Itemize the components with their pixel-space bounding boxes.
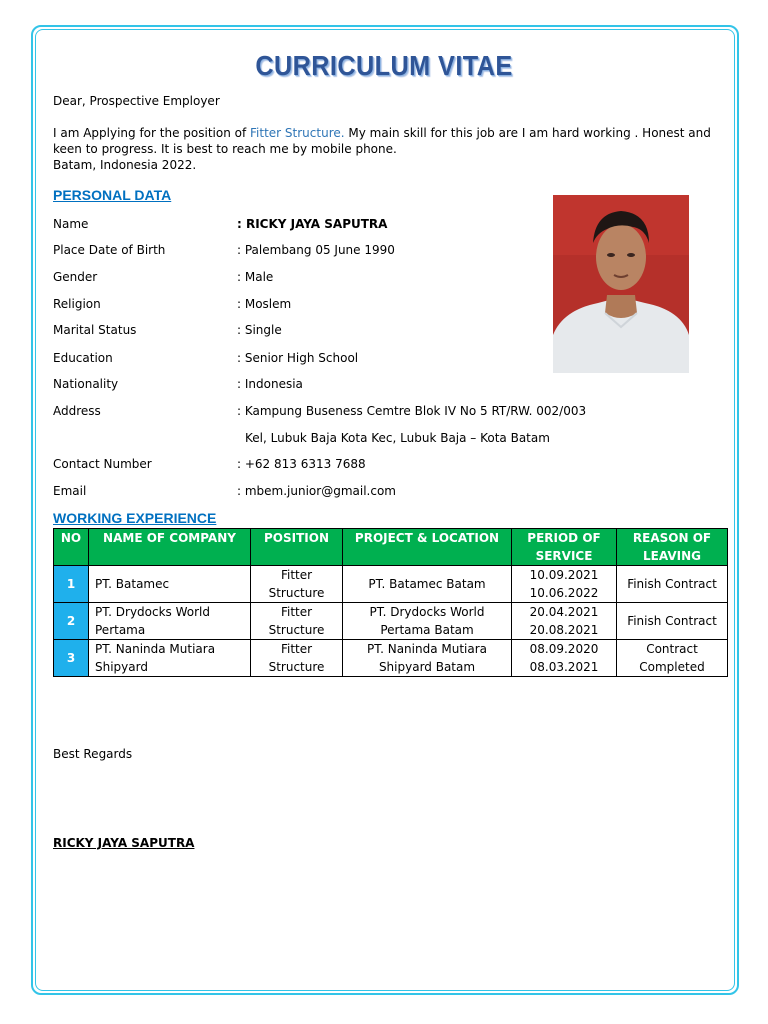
row-position: Fitter Structure <box>251 566 343 603</box>
row-company: PT. Drydocks World Pertama <box>89 603 251 640</box>
row-company: PT. Batamec <box>89 566 251 603</box>
table-header-row <box>54 529 728 566</box>
working-experience-heading: WORKING EXPERIENCE <box>53 510 217 526</box>
header-period: PERIOD OF SERVICE <box>512 529 617 566</box>
personal-data-heading: PERSONAL DATA <box>53 187 172 203</box>
row-no: 2 <box>54 603 89 640</box>
intro-before: I am Applying for the position of <box>53 126 251 140</box>
row-position: Fitter Structure <box>251 603 343 640</box>
closing: Best Regards <box>53 747 133 761</box>
row-period-start: 08.09.2020 <box>529 642 599 656</box>
row-period-start: 20.04.2021 <box>529 605 599 619</box>
row-project: PT. Naninda Mutiara Shipyard Batam <box>343 640 512 677</box>
row-period-end: 08.03.2021 <box>529 660 599 674</box>
field-label-marital: Marital Status <box>53 323 137 337</box>
intro-place-date: Batam, Indonesia 2022. <box>53 158 197 172</box>
row-period-end: 20.08.2021 <box>529 623 599 637</box>
table-row <box>54 566 728 603</box>
field-value-birth: : Palembang 05 June 1990 <box>237 243 395 257</box>
field-value-gender: : Male <box>237 270 274 284</box>
field-label-contact: Contact Number <box>53 457 152 471</box>
row-reason: Contract Completed <box>617 640 728 677</box>
field-value-contact: : +62 813 6313 7688 <box>237 457 366 471</box>
field-value-marital: : Single <box>237 323 282 337</box>
header-reason: REASON OF LEAVING <box>617 529 728 566</box>
row-period <box>512 603 617 640</box>
row-reason: Finish Contract <box>617 566 728 603</box>
field-value-religion: : Moslem <box>237 297 292 311</box>
table-row <box>54 603 728 640</box>
field-value-education: : Senior High School <box>237 351 359 365</box>
table-row <box>54 640 728 677</box>
field-label-nationality: Nationality <box>53 377 119 391</box>
experience-table <box>53 528 728 677</box>
row-period-start: 10.09.2021 <box>529 568 599 582</box>
field-label-birth: Place Date of Birth <box>53 243 166 257</box>
field-value-name: : RICKY JAYA SAPUTRA <box>237 217 388 231</box>
field-value-address-line2: Kel, Lubuk Baja Kota Kec, Lubuk Baja – Kota Batam <box>245 431 550 445</box>
field-value-email: : mbem.junior@gmail.com <box>237 484 396 498</box>
row-reason: Finish Contract <box>617 603 728 640</box>
intro-paragraph <box>53 125 719 173</box>
row-no: 1 <box>54 566 89 603</box>
person-photo-svg <box>553 195 689 373</box>
header-no: NO <box>54 529 89 566</box>
field-label-address: Address <box>53 404 101 418</box>
row-company: PT. Naninda Mutiara Shipyard <box>89 640 251 677</box>
field-label-name: Name <box>53 217 89 231</box>
row-project: PT. Batamec Batam <box>343 566 512 603</box>
intro-after: My main skill for this job are I am hard working . Honest and keen to progress. It is best to reach me by mobile phone. <box>53 126 711 156</box>
row-no: 3 <box>54 640 89 677</box>
field-value-address: : Kampung Buseness Cemtre Blok IV No 5 RT/RW. 002/003 <box>237 404 587 418</box>
field-label-email: Email <box>53 484 87 498</box>
person-photo-icon <box>553 195 689 373</box>
field-label-education: Education <box>53 351 113 365</box>
intro-position: Fitter Structure. <box>250 126 345 140</box>
row-project: PT. Drydocks World Pertama Batam <box>343 603 512 640</box>
row-period <box>512 566 617 603</box>
document-title: CURRICULUM VITAE <box>255 50 513 81</box>
salutation: Dear, Prospective Employer <box>53 94 220 108</box>
header-company: NAME OF COMPANY <box>89 529 251 566</box>
field-value-nationality: : Indonesia <box>237 377 303 391</box>
field-label-gender: Gender <box>53 270 98 284</box>
signature-name: RICKY JAYA SAPUTRA <box>53 836 195 850</box>
row-position: Fitter Structure <box>251 640 343 677</box>
row-period <box>512 640 617 677</box>
field-label-religion: Religion <box>53 297 101 311</box>
row-period-end: 10.06.2022 <box>529 586 599 600</box>
header-project: PROJECT & LOCATION <box>343 529 512 566</box>
header-position: POSITION <box>251 529 343 566</box>
